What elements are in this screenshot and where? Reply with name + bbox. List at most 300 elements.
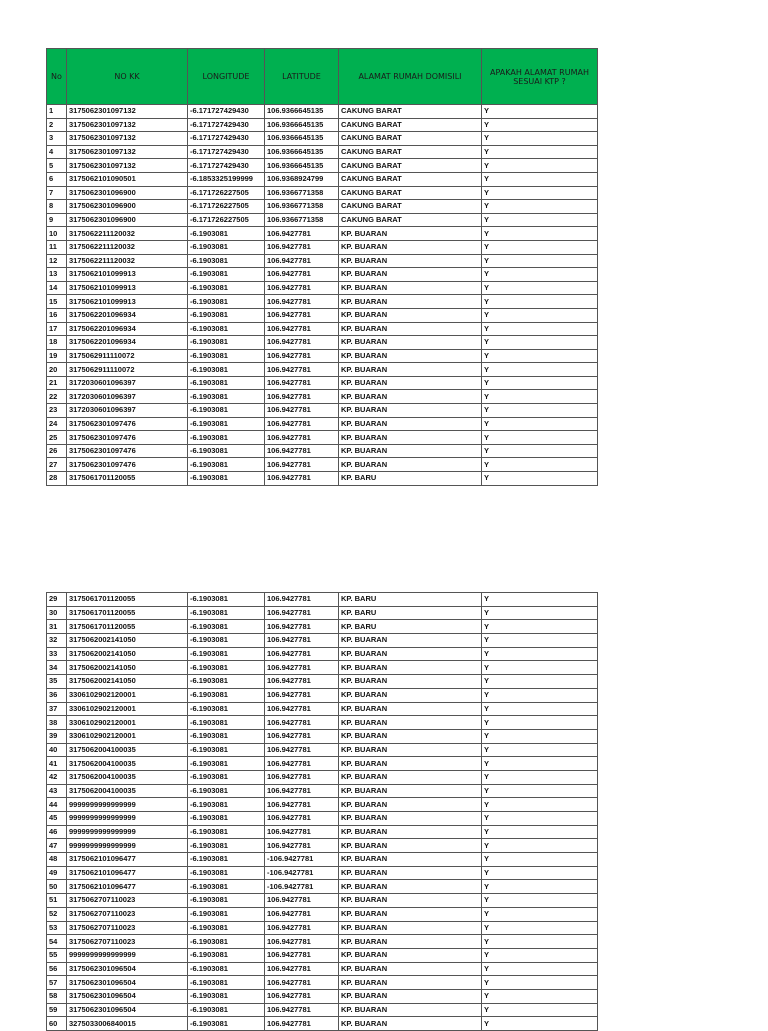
cell-alamat: CAKUNG BARAT bbox=[339, 145, 482, 159]
cell-no-kk: 3175062002141050 bbox=[67, 675, 188, 689]
cell-latitude: 106.9427781 bbox=[265, 647, 339, 661]
cell-latitude: 106.9427781 bbox=[265, 784, 339, 798]
table-row bbox=[47, 620, 598, 634]
cell-sesuai-ktp: Y bbox=[482, 213, 598, 227]
cell-no: 33 bbox=[47, 647, 67, 661]
cell-latitude: 106.9427781 bbox=[265, 431, 339, 445]
cell-no: 1 bbox=[47, 105, 67, 119]
cell-longitude: -6.1903081 bbox=[188, 784, 265, 798]
cell-no-kk: 9999999999999999 bbox=[67, 839, 188, 853]
cell-sesuai-ktp: Y bbox=[482, 431, 598, 445]
cell-longitude: -6.1903081 bbox=[188, 606, 265, 620]
cell-longitude: -6.1903081 bbox=[188, 935, 265, 949]
cell-no: 57 bbox=[47, 976, 67, 990]
cell-no: 5 bbox=[47, 159, 67, 173]
cell-latitude: 106.9427781 bbox=[265, 606, 339, 620]
cell-no-kk: 3175062301096900 bbox=[67, 200, 188, 214]
cell-sesuai-ktp: Y bbox=[482, 1003, 598, 1017]
cell-latitude: 106.9427781 bbox=[265, 322, 339, 336]
cell-sesuai-ktp: Y bbox=[482, 118, 598, 132]
cell-no: 32 bbox=[47, 634, 67, 648]
table-row bbox=[47, 254, 598, 268]
cell-sesuai-ktp: Y bbox=[482, 322, 598, 336]
cell-sesuai-ktp: Y bbox=[482, 989, 598, 1003]
table-row bbox=[47, 743, 598, 757]
cell-longitude: -6.1903081 bbox=[188, 907, 265, 921]
table-row bbox=[47, 661, 598, 675]
cell-no: 16 bbox=[47, 308, 67, 322]
table-row bbox=[47, 907, 598, 921]
cell-latitude: 106.9427781 bbox=[265, 417, 339, 431]
cell-no-kk: 3175062301097476 bbox=[67, 417, 188, 431]
cell-latitude: 106.9427781 bbox=[265, 989, 339, 1003]
cell-latitude: 106.9427781 bbox=[265, 1017, 339, 1031]
table-row bbox=[47, 866, 598, 880]
cell-latitude: 106.9427781 bbox=[265, 729, 339, 743]
cell-no: 7 bbox=[47, 186, 67, 200]
cell-longitude: -6.1903081 bbox=[188, 976, 265, 990]
cell-alamat: KP. BUARAN bbox=[339, 921, 482, 935]
cell-longitude: -6.1903081 bbox=[188, 620, 265, 634]
cell-no-kk: 3175062004100035 bbox=[67, 770, 188, 784]
table-body bbox=[47, 593, 598, 1031]
cell-alamat: KP. BUARAN bbox=[339, 948, 482, 962]
table-body bbox=[47, 105, 598, 486]
cell-no: 56 bbox=[47, 962, 67, 976]
cell-latitude: 106.9366645135 bbox=[265, 132, 339, 146]
table-row bbox=[47, 839, 598, 853]
cell-longitude: -6.1903081 bbox=[188, 417, 265, 431]
table-row bbox=[47, 825, 598, 839]
cell-sesuai-ktp: Y bbox=[482, 240, 598, 254]
cell-longitude: -6.1903081 bbox=[188, 729, 265, 743]
cell-alamat: KP. BUARAN bbox=[339, 322, 482, 336]
cell-sesuai-ktp: Y bbox=[482, 308, 598, 322]
cell-latitude: 106.9427781 bbox=[265, 757, 339, 771]
cell-no: 14 bbox=[47, 281, 67, 295]
table-row bbox=[47, 880, 598, 894]
cell-longitude: -6.1903081 bbox=[188, 634, 265, 648]
cell-no-kk: 3175062301096900 bbox=[67, 213, 188, 227]
cell-longitude: -6.1903081 bbox=[188, 254, 265, 268]
cell-latitude: 106.9366645135 bbox=[265, 105, 339, 119]
cell-latitude: 106.9427781 bbox=[265, 336, 339, 350]
cell-no-kk: 3172030601096397 bbox=[67, 390, 188, 404]
cell-alamat: KP. BUARAN bbox=[339, 675, 482, 689]
cell-no: 42 bbox=[47, 770, 67, 784]
table-row bbox=[47, 172, 598, 186]
cell-alamat: KP. BUARAN bbox=[339, 240, 482, 254]
cell-no-kk: 9999999999999999 bbox=[67, 812, 188, 826]
cell-alamat: CAKUNG BARAT bbox=[339, 105, 482, 119]
cell-longitude: -6.1903081 bbox=[188, 336, 265, 350]
cell-alamat: KP. BUARAN bbox=[339, 962, 482, 976]
table-row bbox=[47, 606, 598, 620]
cell-sesuai-ktp: Y bbox=[482, 472, 598, 486]
cell-latitude: 106.9366645135 bbox=[265, 118, 339, 132]
cell-longitude: -6.1903081 bbox=[188, 688, 265, 702]
cell-longitude: -6.171726227505 bbox=[188, 186, 265, 200]
cell-alamat: KP. BUARAN bbox=[339, 254, 482, 268]
cell-latitude: 106.9427781 bbox=[265, 661, 339, 675]
cell-sesuai-ktp: Y bbox=[482, 757, 598, 771]
cell-no: 60 bbox=[47, 1017, 67, 1031]
cell-sesuai-ktp: Y bbox=[482, 295, 598, 309]
cell-longitude: -6.171727429430 bbox=[188, 118, 265, 132]
cell-alamat: CAKUNG BARAT bbox=[339, 186, 482, 200]
cell-longitude: -6.1903081 bbox=[188, 661, 265, 675]
cell-sesuai-ktp: Y bbox=[482, 620, 598, 634]
cell-latitude: 106.9427781 bbox=[265, 798, 339, 812]
cell-sesuai-ktp: Y bbox=[482, 268, 598, 282]
cell-sesuai-ktp: Y bbox=[482, 798, 598, 812]
cell-latitude: 106.9366645135 bbox=[265, 145, 339, 159]
cell-longitude: -6.1903081 bbox=[188, 921, 265, 935]
cell-alamat: KP. BUARAN bbox=[339, 729, 482, 743]
cell-longitude: -6.171727429430 bbox=[188, 132, 265, 146]
cell-sesuai-ktp: Y bbox=[482, 688, 598, 702]
cell-longitude: -6.1903081 bbox=[188, 839, 265, 853]
cell-no: 6 bbox=[47, 172, 67, 186]
table-row bbox=[47, 784, 598, 798]
cell-alamat: CAKUNG BARAT bbox=[339, 159, 482, 173]
cell-sesuai-ktp: Y bbox=[482, 770, 598, 784]
table-row bbox=[47, 812, 598, 826]
cell-sesuai-ktp: Y bbox=[482, 336, 598, 350]
cell-longitude: -6.1903081 bbox=[188, 702, 265, 716]
cell-latitude: 106.9427781 bbox=[265, 770, 339, 784]
cell-longitude: -6.1903081 bbox=[188, 268, 265, 282]
cell-no-kk: 3175062301096900 bbox=[67, 186, 188, 200]
cell-latitude: 106.9427781 bbox=[265, 281, 339, 295]
table-row bbox=[47, 935, 598, 949]
cell-alamat: KP. BUARAN bbox=[339, 743, 482, 757]
cell-sesuai-ktp: Y bbox=[482, 254, 598, 268]
cell-alamat: KP. BUARAN bbox=[339, 880, 482, 894]
cell-no: 17 bbox=[47, 322, 67, 336]
cell-alamat: KP. BUARAN bbox=[339, 894, 482, 908]
cell-no: 55 bbox=[47, 948, 67, 962]
cell-no-kk: 3175062101096477 bbox=[67, 853, 188, 867]
cell-sesuai-ktp: Y bbox=[482, 894, 598, 908]
header-no-kk: NO KK bbox=[67, 49, 188, 105]
cell-longitude: -6.1903081 bbox=[188, 757, 265, 771]
cell-no-kk: 9999999999999999 bbox=[67, 825, 188, 839]
cell-latitude: 106.9427781 bbox=[265, 688, 339, 702]
cell-latitude: -106.9427781 bbox=[265, 853, 339, 867]
table-row bbox=[47, 404, 598, 418]
cell-latitude: 106.9427781 bbox=[265, 268, 339, 282]
cell-alamat: KP. BUARAN bbox=[339, 647, 482, 661]
cell-sesuai-ktp: Y bbox=[482, 935, 598, 949]
cell-alamat: KP. BUARAN bbox=[339, 444, 482, 458]
cell-sesuai-ktp: Y bbox=[482, 948, 598, 962]
cell-no: 40 bbox=[47, 743, 67, 757]
cell-latitude: 106.9427781 bbox=[265, 593, 339, 607]
cell-latitude: 106.9427781 bbox=[265, 935, 339, 949]
cell-longitude: -6.1903081 bbox=[188, 458, 265, 472]
cell-no-kk: 3175062211120032 bbox=[67, 240, 188, 254]
cell-no-kk: 3172030601096397 bbox=[67, 404, 188, 418]
cell-latitude: 106.9427781 bbox=[265, 308, 339, 322]
cell-sesuai-ktp: Y bbox=[482, 825, 598, 839]
cell-no: 49 bbox=[47, 866, 67, 880]
cell-no: 29 bbox=[47, 593, 67, 607]
cell-sesuai-ktp: Y bbox=[482, 186, 598, 200]
cell-latitude: 106.9427781 bbox=[265, 349, 339, 363]
cell-no-kk: 3175062101096477 bbox=[67, 880, 188, 894]
table-row bbox=[47, 281, 598, 295]
cell-alamat: KP. BUARAN bbox=[339, 702, 482, 716]
cell-latitude: 106.9366771358 bbox=[265, 186, 339, 200]
cell-sesuai-ktp: Y bbox=[482, 853, 598, 867]
cell-sesuai-ktp: Y bbox=[482, 839, 598, 853]
cell-longitude: -6.171727429430 bbox=[188, 105, 265, 119]
cell-sesuai-ktp: Y bbox=[482, 784, 598, 798]
cell-no: 23 bbox=[47, 404, 67, 418]
cell-alamat: KP. BUARAN bbox=[339, 661, 482, 675]
cell-latitude: 106.9427781 bbox=[265, 702, 339, 716]
cell-longitude: -6.1903081 bbox=[188, 472, 265, 486]
cell-alamat: KP. BUARAN bbox=[339, 417, 482, 431]
cell-no-kk: 3175062002141050 bbox=[67, 661, 188, 675]
cell-latitude: 106.9427781 bbox=[265, 458, 339, 472]
cell-sesuai-ktp: Y bbox=[482, 172, 598, 186]
table-row bbox=[47, 716, 598, 730]
cell-longitude: -6.1903081 bbox=[188, 404, 265, 418]
cell-longitude: -6.1903081 bbox=[188, 1003, 265, 1017]
table-row bbox=[47, 213, 598, 227]
cell-alamat: KP. BUARAN bbox=[339, 757, 482, 771]
cell-sesuai-ktp: Y bbox=[482, 675, 598, 689]
cell-latitude: 106.9427781 bbox=[265, 716, 339, 730]
cell-alamat: KP. BUARAN bbox=[339, 866, 482, 880]
cell-longitude: -6.1903081 bbox=[188, 770, 265, 784]
header-no: No bbox=[47, 49, 67, 105]
cell-sesuai-ktp: Y bbox=[482, 390, 598, 404]
cell-alamat: KP. BUARAN bbox=[339, 825, 482, 839]
cell-alamat: KP. BUARAN bbox=[339, 404, 482, 418]
header-latitude: LATITUDE bbox=[265, 49, 339, 105]
cell-sesuai-ktp: Y bbox=[482, 227, 598, 241]
table-header bbox=[47, 49, 598, 105]
cell-no-kk: 3306102902120001 bbox=[67, 729, 188, 743]
cell-latitude: 106.9427781 bbox=[265, 812, 339, 826]
cell-no: 22 bbox=[47, 390, 67, 404]
cell-latitude: 106.9427781 bbox=[265, 254, 339, 268]
cell-sesuai-ktp: Y bbox=[482, 200, 598, 214]
table-row bbox=[47, 132, 598, 146]
cell-no: 30 bbox=[47, 606, 67, 620]
cell-latitude: 106.9427781 bbox=[265, 743, 339, 757]
cell-no: 47 bbox=[47, 839, 67, 853]
cell-sesuai-ktp: Y bbox=[482, 962, 598, 976]
table-row bbox=[47, 186, 598, 200]
cell-alamat: KP. BUARAN bbox=[339, 295, 482, 309]
cell-latitude: -106.9427781 bbox=[265, 866, 339, 880]
cell-no: 35 bbox=[47, 675, 67, 689]
cell-no: 31 bbox=[47, 620, 67, 634]
cell-sesuai-ktp: Y bbox=[482, 880, 598, 894]
cell-no-kk: 3175062101099913 bbox=[67, 295, 188, 309]
cell-alamat: KP. BUARAN bbox=[339, 308, 482, 322]
cell-sesuai-ktp: Y bbox=[482, 593, 598, 607]
cell-no-kk: 3175062301097132 bbox=[67, 105, 188, 119]
cell-alamat: KP. BUARAN bbox=[339, 376, 482, 390]
cell-sesuai-ktp: Y bbox=[482, 376, 598, 390]
table-row bbox=[47, 240, 598, 254]
cell-no-kk: 3175062101090501 bbox=[67, 172, 188, 186]
cell-sesuai-ktp: Y bbox=[482, 105, 598, 119]
cell-alamat: KP. BUARAN bbox=[339, 458, 482, 472]
cell-no-kk: 3175062004100035 bbox=[67, 743, 188, 757]
cell-no-kk: 3175062201096934 bbox=[67, 336, 188, 350]
cell-latitude: 106.9366771358 bbox=[265, 200, 339, 214]
cell-latitude: 106.9427781 bbox=[265, 390, 339, 404]
cell-longitude: -6.1903081 bbox=[188, 295, 265, 309]
table-row bbox=[47, 417, 598, 431]
cell-alamat: KP. BUARAN bbox=[339, 798, 482, 812]
cell-no-kk: 3306102902120001 bbox=[67, 688, 188, 702]
table-row bbox=[47, 458, 598, 472]
cell-latitude: 106.9427781 bbox=[265, 295, 339, 309]
cell-no-kk: 3175062301097132 bbox=[67, 145, 188, 159]
cell-no-kk: 3175062301097132 bbox=[67, 132, 188, 146]
cell-no-kk: 3175062101096477 bbox=[67, 866, 188, 880]
cell-longitude: -6.1903081 bbox=[188, 431, 265, 445]
cell-no: 46 bbox=[47, 825, 67, 839]
cell-no: 24 bbox=[47, 417, 67, 431]
cell-no-kk: 3175061701120055 bbox=[67, 593, 188, 607]
cell-latitude: 106.9427781 bbox=[265, 907, 339, 921]
cell-alamat: CAKUNG BARAT bbox=[339, 172, 482, 186]
cell-no-kk: 9999999999999999 bbox=[67, 948, 188, 962]
cell-no-kk: 3175062707110023 bbox=[67, 935, 188, 949]
cell-no-kk: 3175062707110023 bbox=[67, 907, 188, 921]
cell-no-kk: 9999999999999999 bbox=[67, 798, 188, 812]
cell-latitude: 106.9427781 bbox=[265, 921, 339, 935]
cell-alamat: KP. BUARAN bbox=[339, 853, 482, 867]
cell-alamat: KP. BARU bbox=[339, 472, 482, 486]
cell-no-kk: 3306102902120001 bbox=[67, 716, 188, 730]
cell-latitude: 106.9427781 bbox=[265, 363, 339, 377]
cell-longitude: -6.1903081 bbox=[188, 812, 265, 826]
cell-sesuai-ktp: Y bbox=[482, 976, 598, 990]
table-row bbox=[47, 444, 598, 458]
cell-sesuai-ktp: Y bbox=[482, 716, 598, 730]
cell-longitude: -6.1903081 bbox=[188, 798, 265, 812]
cell-sesuai-ktp: Y bbox=[482, 458, 598, 472]
table-row bbox=[47, 308, 598, 322]
cell-no-kk: 3175062301096504 bbox=[67, 962, 188, 976]
cell-alamat: KP. BUARAN bbox=[339, 336, 482, 350]
cell-no: 3 bbox=[47, 132, 67, 146]
table-row bbox=[47, 894, 598, 908]
cell-no-kk: 3175062301097476 bbox=[67, 458, 188, 472]
table-row bbox=[47, 798, 598, 812]
cell-longitude: -6.1903081 bbox=[188, 716, 265, 730]
cell-alamat: KP. BUARAN bbox=[339, 1017, 482, 1031]
table-row bbox=[47, 227, 598, 241]
cell-alamat: KP. BUARAN bbox=[339, 976, 482, 990]
cell-sesuai-ktp: Y bbox=[482, 647, 598, 661]
table-row bbox=[47, 336, 598, 350]
cell-longitude: -6.1903081 bbox=[188, 1017, 265, 1031]
cell-no-kk: 3175062301096504 bbox=[67, 976, 188, 990]
cell-sesuai-ktp: Y bbox=[482, 281, 598, 295]
cell-no: 15 bbox=[47, 295, 67, 309]
cell-no-kk: 3175062004100035 bbox=[67, 757, 188, 771]
cell-no-kk: 3175062301096504 bbox=[67, 989, 188, 1003]
table-row bbox=[47, 145, 598, 159]
cell-alamat: KP. BUARAN bbox=[339, 716, 482, 730]
cell-alamat: KP. BUARAN bbox=[339, 281, 482, 295]
cell-no: 51 bbox=[47, 894, 67, 908]
table-row bbox=[47, 729, 598, 743]
table-row bbox=[47, 105, 598, 119]
cell-longitude: -6.1903081 bbox=[188, 240, 265, 254]
cell-alamat: KP. BUARAN bbox=[339, 839, 482, 853]
cell-longitude: -6.171727429430 bbox=[188, 159, 265, 173]
cell-latitude: 106.9427781 bbox=[265, 634, 339, 648]
cell-no-kk: 3175062911110072 bbox=[67, 349, 188, 363]
cell-no: 27 bbox=[47, 458, 67, 472]
cell-sesuai-ktp: Y bbox=[482, 363, 598, 377]
cell-sesuai-ktp: Y bbox=[482, 132, 598, 146]
cell-sesuai-ktp: Y bbox=[482, 606, 598, 620]
cell-no-kk: 3175062004100035 bbox=[67, 784, 188, 798]
table-row bbox=[47, 1003, 598, 1017]
cell-no-kk: 3175062211120032 bbox=[67, 254, 188, 268]
cell-latitude: 106.9427781 bbox=[265, 404, 339, 418]
cell-longitude: -6.1903081 bbox=[188, 866, 265, 880]
header-sesuai-ktp: APAKAH ALAMAT RUMAH SESUAI KTP ? bbox=[482, 49, 598, 105]
cell-no: 25 bbox=[47, 431, 67, 445]
cell-longitude: -6.1903081 bbox=[188, 308, 265, 322]
table-row bbox=[47, 322, 598, 336]
cell-sesuai-ktp: Y bbox=[482, 812, 598, 826]
cell-longitude: -6.1903081 bbox=[188, 675, 265, 689]
cell-no: 36 bbox=[47, 688, 67, 702]
table-row bbox=[47, 921, 598, 935]
cell-sesuai-ktp: Y bbox=[482, 145, 598, 159]
cell-latitude: 106.9427781 bbox=[265, 825, 339, 839]
cell-sesuai-ktp: Y bbox=[482, 1017, 598, 1031]
cell-longitude: -6.1903081 bbox=[188, 743, 265, 757]
cell-sesuai-ktp: Y bbox=[482, 743, 598, 757]
table-row bbox=[47, 962, 598, 976]
table-row bbox=[47, 118, 598, 132]
cell-no-kk: 3175062301097132 bbox=[67, 118, 188, 132]
cell-longitude: -6.1903081 bbox=[188, 647, 265, 661]
cell-alamat: KP. BUARAN bbox=[339, 363, 482, 377]
cell-sesuai-ktp: Y bbox=[482, 866, 598, 880]
cell-latitude: 106.9427781 bbox=[265, 894, 339, 908]
data-table-page-1 bbox=[46, 48, 598, 486]
cell-alamat: KP. BUARAN bbox=[339, 268, 482, 282]
cell-alamat: KP. BUARAN bbox=[339, 227, 482, 241]
table-row bbox=[47, 675, 598, 689]
cell-alamat: CAKUNG BARAT bbox=[339, 132, 482, 146]
cell-alamat: CAKUNG BARAT bbox=[339, 213, 482, 227]
table-row bbox=[47, 647, 598, 661]
cell-no-kk: 3175062301097476 bbox=[67, 444, 188, 458]
cell-latitude: 106.9427781 bbox=[265, 1003, 339, 1017]
table-row bbox=[47, 363, 598, 377]
cell-alamat: KP. BUARAN bbox=[339, 784, 482, 798]
cell-no-kk: 3175062201096934 bbox=[67, 308, 188, 322]
cell-longitude: -6.1903081 bbox=[188, 989, 265, 1003]
